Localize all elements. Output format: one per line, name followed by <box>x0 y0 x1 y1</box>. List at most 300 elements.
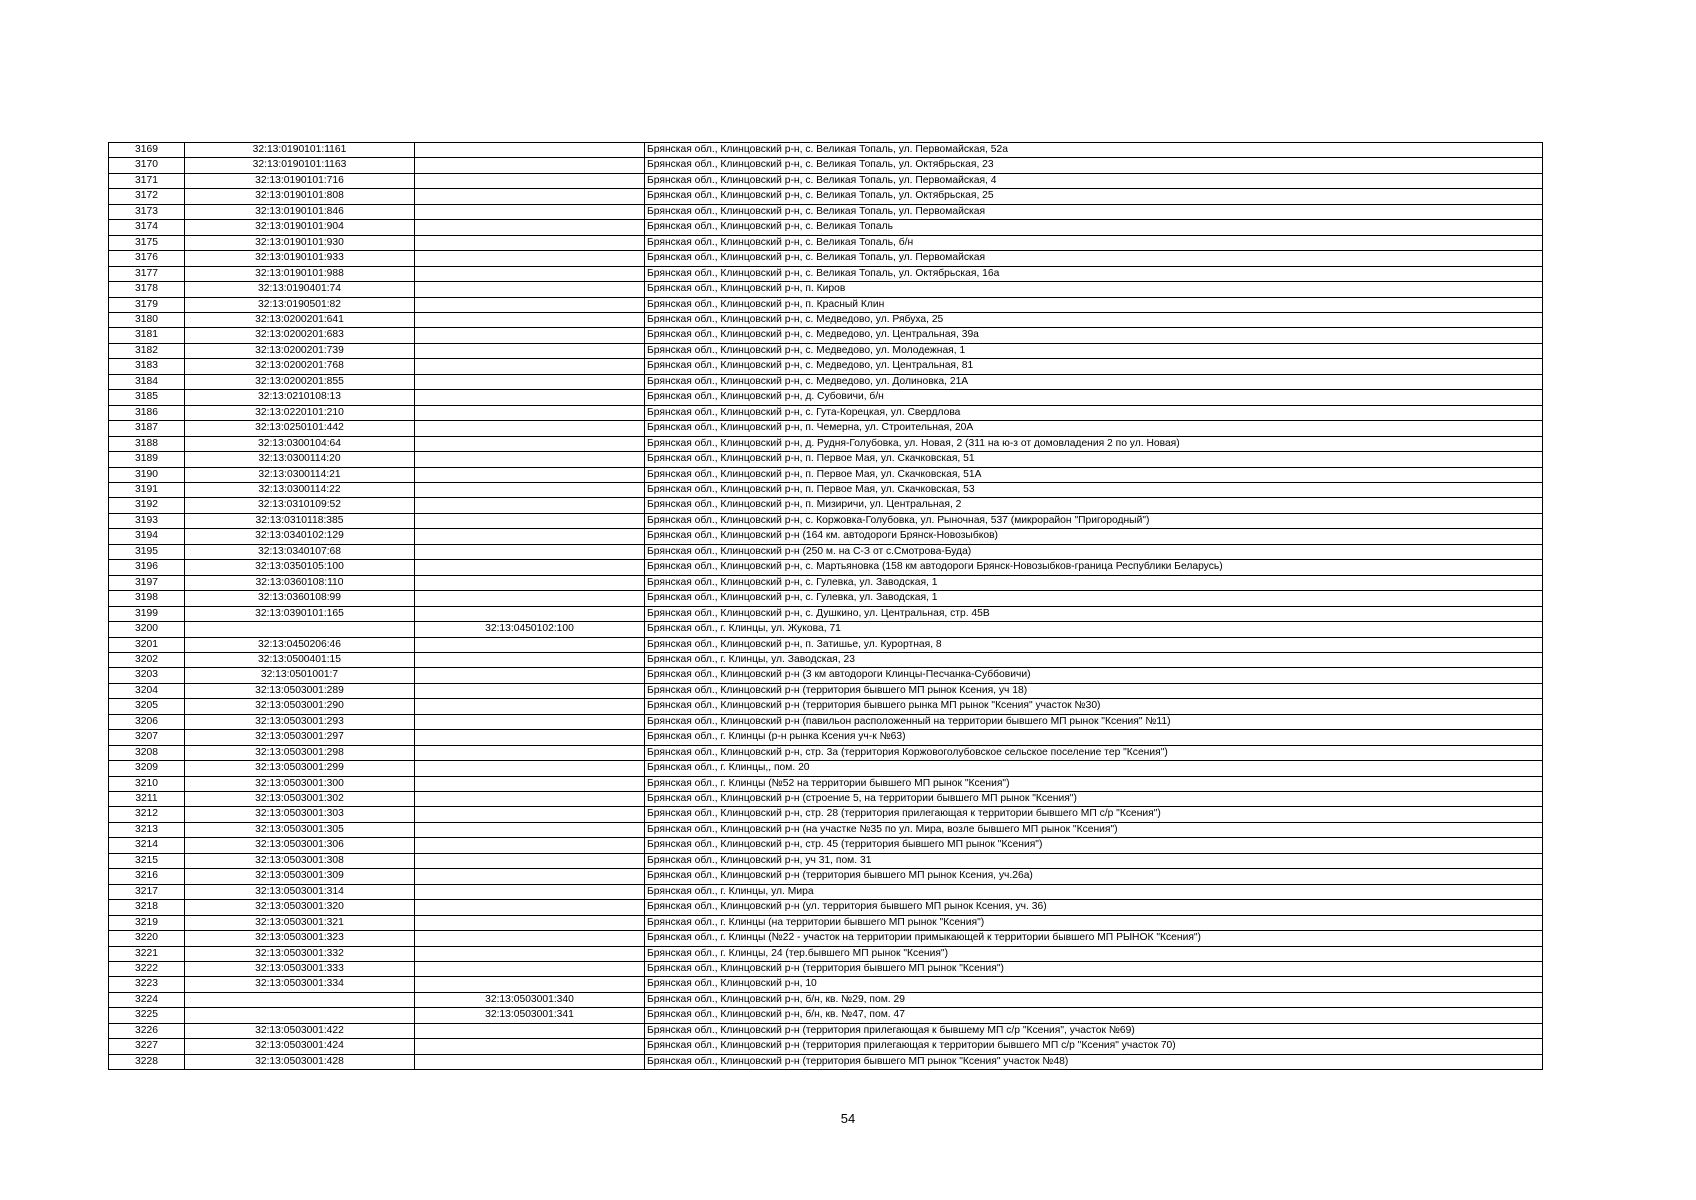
row-number-cell: 3205 <box>109 699 185 714</box>
address-cell: Брянская обл., г. Клинцы, ул. Жукова, 71 <box>645 622 1543 637</box>
cadastral-number-cell: 32:13:0360108:110 <box>185 575 415 590</box>
cadastral-number-cell: 32:13:0190101:904 <box>185 220 415 235</box>
cadastral-number-alt-cell <box>415 498 645 513</box>
table-row <box>109 374 1543 389</box>
table-row <box>109 1023 1543 1038</box>
table-row <box>109 962 1543 977</box>
address-cell: Брянская обл., г. Клинцы, ул. Заводская, 23 <box>645 652 1543 667</box>
cadastral-number-alt-cell <box>415 822 645 837</box>
table-row <box>109 575 1543 590</box>
cadastral-number-alt-cell <box>415 575 645 590</box>
cadastral-number-cell: 32:13:0340102:129 <box>185 529 415 544</box>
row-number-cell: 3178 <box>109 282 185 297</box>
address-cell: Брянская обл., Клинцовский р-н, п. Чемерна, ул. Строительная, 20А <box>645 421 1543 436</box>
row-number-cell: 3214 <box>109 838 185 853</box>
row-number-cell: 3179 <box>109 297 185 312</box>
row-number-cell: 3188 <box>109 436 185 451</box>
cadastral-number-cell: 32:13:0503001:293 <box>185 714 415 729</box>
row-number-cell: 3225 <box>109 1008 185 1023</box>
row-number-cell: 3173 <box>109 204 185 219</box>
cadastral-number-alt-cell <box>415 776 645 791</box>
cadastral-number-alt-cell <box>415 637 645 652</box>
cadastral-number-cell: 32:13:0300114:20 <box>185 452 415 467</box>
address-cell: Брянская обл., Клинцовский р-н, с. Великая Топаль, ул. Октябрьская, 16а <box>645 266 1543 281</box>
table-row <box>109 436 1543 451</box>
row-number-cell: 3207 <box>109 730 185 745</box>
cadastral-number-alt-cell <box>415 792 645 807</box>
table-row <box>109 328 1543 343</box>
address-cell: Брянская обл., Клинцовский р-н, п. Мизиричи, ул. Центральная, 2 <box>645 498 1543 513</box>
cadastral-number-alt-cell <box>415 683 645 698</box>
cadastral-number-cell: 32:13:0503001:297 <box>185 730 415 745</box>
cadastral-number-cell: 32:13:0190101:808 <box>185 189 415 204</box>
row-number-cell: 3202 <box>109 652 185 667</box>
cadastral-number-cell: 32:13:0503001:321 <box>185 915 415 930</box>
cadastral-number-cell: 32:13:0503001:333 <box>185 962 415 977</box>
address-cell: Брянская обл., Клинцовский р-н, п. Красный Клин <box>645 297 1543 312</box>
cadastral-number-cell: 32:13:0340107:68 <box>185 544 415 559</box>
row-number-cell: 3222 <box>109 962 185 977</box>
cadastral-number-alt-cell: 32:13:0503001:341 <box>415 1008 645 1023</box>
row-number-cell: 3191 <box>109 482 185 497</box>
cadastral-number-cell: 32:13:0503001:424 <box>185 1039 415 1054</box>
address-cell: Брянская обл., Клинцовский р-н (территория бывшего МП рынок "Ксения") <box>645 962 1543 977</box>
row-number-cell: 3203 <box>109 668 185 683</box>
cadastral-number-cell: 32:13:0503001:323 <box>185 931 415 946</box>
cadastral-number-cell: 32:13:0450206:46 <box>185 637 415 652</box>
table-row <box>109 900 1543 915</box>
address-cell: Брянская обл., Клинцовский р-н (территория бывшего МП рынок Ксения, уч.26а) <box>645 869 1543 884</box>
table-row <box>109 359 1543 374</box>
cadastral-number-cell: 32:13:0390101:165 <box>185 606 415 621</box>
row-number-cell: 3217 <box>109 884 185 899</box>
cadastral-number-alt-cell <box>415 730 645 745</box>
cadastral-number-alt-cell <box>415 853 645 868</box>
cadastral-number-alt-cell <box>415 158 645 173</box>
row-number-cell: 3216 <box>109 869 185 884</box>
cadastral-number-cell: 32:13:0503001:305 <box>185 822 415 837</box>
cadastral-number-cell: 32:13:0503001:306 <box>185 838 415 853</box>
address-cell: Брянская обл., Клинцовский р-н (территория прилегающая к территории бывшего МП с/р "Ксения" участок 70) <box>645 1039 1543 1054</box>
table-row <box>109 931 1543 946</box>
table-row <box>109 251 1543 266</box>
row-number-cell: 3223 <box>109 977 185 992</box>
address-cell: Брянская обл., г. Клинцы (на территории бывшего МП рынок "Ксения") <box>645 915 1543 930</box>
table-row <box>109 158 1543 173</box>
cadastral-number-alt-cell <box>415 436 645 451</box>
row-number-cell: 3181 <box>109 328 185 343</box>
row-number-cell: 3190 <box>109 467 185 482</box>
cadastral-number-cell: 32:13:0190101:716 <box>185 173 415 188</box>
address-cell: Брянская обл., Клинцовский р-н, с. Медведово, ул. Молодежная, 1 <box>645 343 1543 358</box>
address-cell: Брянская обл., Клинцовский р-н (250 м. на С-З от с.Смотрова-Буда) <box>645 544 1543 559</box>
address-cell: Брянская обл., Клинцовский р-н, п. Первое Мая, ул. Скачковская, 51А <box>645 467 1543 482</box>
cadastral-number-alt-cell <box>415 699 645 714</box>
row-number-cell: 3199 <box>109 606 185 621</box>
address-cell: Брянская обл., г. Клинцы (р-н рынка Ксения уч-к №63) <box>645 730 1543 745</box>
address-cell: Брянская обл., Клинцовский р-н, с. Медведово, ул. Рябуха, 25 <box>645 312 1543 327</box>
table-row <box>109 173 1543 188</box>
cadastral-number-alt-cell <box>415 513 645 528</box>
cadastral-number-cell: 32:13:0503001:314 <box>185 884 415 899</box>
cadastral-number-alt-cell <box>415 266 645 281</box>
cadastral-number-alt-cell <box>415 931 645 946</box>
address-cell: Брянская обл., Клинцовский р-н, с. Медведово, ул. Долиновка, 21А <box>645 374 1543 389</box>
cadastral-number-alt-cell <box>415 374 645 389</box>
row-number-cell: 3206 <box>109 714 185 729</box>
table-row <box>109 544 1543 559</box>
table-row <box>109 143 1543 158</box>
table-row <box>109 482 1543 497</box>
table-row <box>109 1054 1543 1069</box>
cadastral-number-cell: 32:13:0503001:302 <box>185 792 415 807</box>
table-row <box>109 591 1543 606</box>
row-number-cell: 3204 <box>109 683 185 698</box>
address-cell: Брянская обл., г. Клинцы (№22 - участок на территории примыкающей к территории бывшего МП РЫНОК "Ксения") <box>645 931 1543 946</box>
cadastral-number-cell: 32:13:0300114:22 <box>185 482 415 497</box>
row-number-cell: 3187 <box>109 421 185 436</box>
cadastral-number-cell: 32:13:0300114:21 <box>185 467 415 482</box>
cadastral-number-cell: 32:13:0200201:739 <box>185 343 415 358</box>
address-cell: Брянская обл., Клинцовский р-н (павильон расположенный на территории бывшего МП рынок "Ксения" №11) <box>645 714 1543 729</box>
address-cell: Брянская обл., Клинцовский р-н, д. Субовичи, б/н <box>645 390 1543 405</box>
address-cell: Брянская обл., Клинцовский р-н, с. Великая Топаль, ул. Первомайская, 4 <box>645 173 1543 188</box>
cadastral-number-alt-cell <box>415 591 645 606</box>
table-row <box>109 977 1543 992</box>
cadastral-number-cell: 32:13:0190101:1161 <box>185 143 415 158</box>
cadastral-number-alt-cell <box>415 390 645 405</box>
row-number-cell: 3170 <box>109 158 185 173</box>
table-row <box>109 869 1543 884</box>
cadastral-number-cell: 32:13:0503001:298 <box>185 745 415 760</box>
row-number-cell: 3200 <box>109 622 185 637</box>
cadastral-number-alt-cell <box>415 946 645 961</box>
table-row <box>109 730 1543 745</box>
address-cell: Брянская обл., Клинцовский р-н, п. Первое Мая, ул. Скачковская, 51 <box>645 452 1543 467</box>
table-row <box>109 1008 1543 1023</box>
cadastral-number-alt-cell <box>415 884 645 899</box>
address-cell: Брянская обл., Клинцовский р-н, с. Великая Топаль, ул. Первомайская <box>645 251 1543 266</box>
row-number-cell: 3210 <box>109 776 185 791</box>
cadastral-number-alt-cell <box>415 204 645 219</box>
row-number-cell: 3195 <box>109 544 185 559</box>
address-cell: Брянская обл., Клинцовский р-н (на участке №35 по ул. Мира, возле бывшего МП рынок "Ксения") <box>645 822 1543 837</box>
address-cell: Брянская обл., Клинцовский р-н, с. Великая Топаль, ул. Октябрьская, 23 <box>645 158 1543 173</box>
cadastral-number-alt-cell <box>415 297 645 312</box>
cadastral-number-cell <box>185 1008 415 1023</box>
address-cell: Брянская обл., Клинцовский р-н, уч 31, пом. 31 <box>645 853 1543 868</box>
row-number-cell: 3218 <box>109 900 185 915</box>
page-number: 54 <box>840 1111 856 1126</box>
row-number-cell: 3201 <box>109 637 185 652</box>
address-cell: Брянская обл., Клинцовский р-н, с. Гута-Корецкая, ул. Свердлова <box>645 405 1543 420</box>
address-cell: Брянская обл., Клинцовский р-н, с. Гулевка, ул. Заводская, 1 <box>645 591 1543 606</box>
row-number-cell: 3184 <box>109 374 185 389</box>
cadastral-number-cell: 32:13:0500401:15 <box>185 652 415 667</box>
cadastral-number-alt-cell <box>415 838 645 853</box>
row-number-cell: 3211 <box>109 792 185 807</box>
table-row <box>109 668 1543 683</box>
row-number-cell: 3226 <box>109 1023 185 1038</box>
cadastral-number-alt-cell <box>415 900 645 915</box>
cadastral-number-alt-cell <box>415 220 645 235</box>
cadastral-number-cell: 32:13:0503001:300 <box>185 776 415 791</box>
row-number-cell: 3221 <box>109 946 185 961</box>
row-number-cell: 3220 <box>109 931 185 946</box>
cadastral-number-cell: 32:13:0190401:74 <box>185 282 415 297</box>
cadastral-number-cell: 32:13:0503001:334 <box>185 977 415 992</box>
row-number-cell: 3182 <box>109 343 185 358</box>
table-row <box>109 714 1543 729</box>
cadastral-number-cell: 32:13:0503001:332 <box>185 946 415 961</box>
cadastral-number-cell: 32:13:0310118:385 <box>185 513 415 528</box>
cadastral-number-cell: 32:13:0190101:846 <box>185 204 415 219</box>
row-number-cell: 3185 <box>109 390 185 405</box>
address-cell: Брянская обл., Клинцовский р-н, п. Затишье, ул. Курортная, 8 <box>645 637 1543 652</box>
row-number-cell: 3193 <box>109 513 185 528</box>
cadastral-number-cell: 32:13:0503001:309 <box>185 869 415 884</box>
cadastral-number-cell: 32:13:0190101:1163 <box>185 158 415 173</box>
address-cell: Брянская обл., Клинцовский р-н, с. Великая Топаль <box>645 220 1543 235</box>
cadastral-number-cell: 32:13:0501001:7 <box>185 668 415 683</box>
cadastral-number-cell: 32:13:0250101:442 <box>185 421 415 436</box>
cadastral-number-cell: 32:13:0503001:320 <box>185 900 415 915</box>
address-cell: Брянская обл., Клинцовский р-н, б/н, кв. №47, пом. 47 <box>645 1008 1543 1023</box>
row-number-cell: 3219 <box>109 915 185 930</box>
cadastral-number-cell: 32:13:0200201:683 <box>185 328 415 343</box>
row-number-cell: 3172 <box>109 189 185 204</box>
address-cell: Брянская обл., Клинцовский р-н (строение 5, на территории бывшего МП рынок "Ксения") <box>645 792 1543 807</box>
address-cell: Брянская обл., Клинцовский р-н (территория бывшего МП рынок Ксения, уч 18) <box>645 683 1543 698</box>
cadastral-number-alt-cell <box>415 714 645 729</box>
table-row <box>109 1039 1543 1054</box>
table-row <box>109 452 1543 467</box>
table-row <box>109 884 1543 899</box>
address-cell: Брянская обл., Клинцовский р-н, с. Великая Топаль, ул. Октябрьская, 25 <box>645 189 1543 204</box>
cadastral-number-alt-cell <box>415 606 645 621</box>
table-row <box>109 792 1543 807</box>
row-number-cell: 3180 <box>109 312 185 327</box>
cadastral-number-cell: 32:13:0190501:82 <box>185 297 415 312</box>
table-row <box>109 915 1543 930</box>
address-cell: Брянская обл., г. Клинцы (№52 на территории бывшего МП рынок "Ксения") <box>645 776 1543 791</box>
address-cell: Брянская обл., Клинцовский р-н, с. Медведово, ул. Центральная, 81 <box>645 359 1543 374</box>
row-number-cell: 3198 <box>109 591 185 606</box>
registry-table-body <box>109 143 1543 1070</box>
address-cell: Брянская обл., Клинцовский р-н, п. Киров <box>645 282 1543 297</box>
row-number-cell: 3196 <box>109 560 185 575</box>
table-row <box>109 498 1543 513</box>
cadastral-number-cell: 32:13:0503001:299 <box>185 761 415 776</box>
cadastral-number-cell: 32:13:0503001:289 <box>185 683 415 698</box>
table-row <box>109 822 1543 837</box>
table-row <box>109 282 1543 297</box>
cadastral-number-alt-cell <box>415 405 645 420</box>
row-number-cell: 3228 <box>109 1054 185 1069</box>
row-number-cell: 3174 <box>109 220 185 235</box>
cadastral-number-cell: 32:13:0503001:303 <box>185 807 415 822</box>
table-row <box>109 297 1543 312</box>
address-cell: Брянская обл., Клинцовский р-н, с. Коржовка-Голубовка, ул. Рыночная, 537 (микрорайон "Пригородный") <box>645 513 1543 528</box>
cadastral-number-alt-cell <box>415 652 645 667</box>
cadastral-number-alt-cell <box>415 452 645 467</box>
cadastral-number-alt-cell <box>415 1039 645 1054</box>
cadastral-number-alt-cell <box>415 915 645 930</box>
cadastral-number-cell <box>185 622 415 637</box>
row-number-cell: 3186 <box>109 405 185 420</box>
address-cell: Брянская обл., Клинцовский р-н, с. Медведово, ул. Центральная, 39а <box>645 328 1543 343</box>
cadastral-number-cell: 32:13:0210108:13 <box>185 390 415 405</box>
row-number-cell: 3169 <box>109 143 185 158</box>
cadastral-number-alt-cell <box>415 807 645 822</box>
cadastral-number-alt-cell <box>415 251 645 266</box>
address-cell: Брянская обл., Клинцовский р-н, с. Мартьяновка (158 км автодороги Брянск-Новозыбков-граница Республики Беларусь) <box>645 560 1543 575</box>
address-cell: Брянская обл., Клинцовский р-н, стр. 45 (территория бывшего МП рынок "Ксения") <box>645 838 1543 853</box>
table-row <box>109 189 1543 204</box>
cadastral-number-alt-cell <box>415 312 645 327</box>
cadastral-number-alt-cell: 32:13:0450102:100 <box>415 622 645 637</box>
cadastral-number-cell: 32:13:0360108:99 <box>185 591 415 606</box>
table-row <box>109 761 1543 776</box>
cadastral-number-cell: 32:13:0190101:930 <box>185 235 415 250</box>
property-registry-table <box>108 142 1543 1070</box>
address-cell: Брянская обл., г. Клинцы, ул. Мира <box>645 884 1543 899</box>
table-row <box>109 204 1543 219</box>
table-row <box>109 467 1543 482</box>
cadastral-number-alt-cell <box>415 143 645 158</box>
table-row <box>109 946 1543 961</box>
row-number-cell: 3209 <box>109 761 185 776</box>
address-cell: Брянская обл., Клинцовский р-н (3 км автодороги Клинцы-Песчанка-Суббовичи) <box>645 668 1543 683</box>
cadastral-number-cell: 32:13:0190101:988 <box>185 266 415 281</box>
cadastral-number-cell: 32:13:0350105:100 <box>185 560 415 575</box>
table-row <box>109 513 1543 528</box>
address-cell: Брянская обл., Клинцовский р-н, с. Великая Топаль, ул. Первомайская <box>645 204 1543 219</box>
address-cell: Брянская обл., Клинцовский р-н, стр. 3а (территория Коржовоголубовское сельское поселение тер "Ксения") <box>645 745 1543 760</box>
cadastral-number-alt-cell <box>415 189 645 204</box>
address-cell: Брянская обл., Клинцовский р-н, стр. 28 (территория прилегающая к территории бывшего МП с/р "Ксения") <box>645 807 1543 822</box>
cadastral-number-alt-cell <box>415 544 645 559</box>
cadastral-number-alt-cell <box>415 328 645 343</box>
address-cell: Брянская обл., Клинцовский р-н (территория бывшего МП рынок "Ксения" участок №48) <box>645 1054 1543 1069</box>
address-cell: Брянская обл., г. Клинцы,, пом. 20 <box>645 761 1543 776</box>
row-number-cell: 3215 <box>109 853 185 868</box>
row-number-cell: 3189 <box>109 452 185 467</box>
cadastral-number-cell <box>185 992 415 1007</box>
address-cell: Брянская обл., Клинцовский р-н, с. Великая Топаль, б/н <box>645 235 1543 250</box>
table-row <box>109 421 1543 436</box>
address-cell: Брянская обл., Клинцовский р-н, с. Душкино, ул. Центральная, стр. 45В <box>645 606 1543 621</box>
table-row <box>109 745 1543 760</box>
cadastral-number-alt-cell <box>415 761 645 776</box>
table-row <box>109 853 1543 868</box>
row-number-cell: 3177 <box>109 266 185 281</box>
cadastral-number-cell: 32:13:0503001:428 <box>185 1054 415 1069</box>
address-cell: Брянская обл., Клинцовский р-н, п. Первое Мая, ул. Скачковская, 53 <box>645 482 1543 497</box>
cadastral-number-alt-cell <box>415 529 645 544</box>
address-cell: Брянская обл., г. Клинцы, 24 (тер.бывшего МП рынок "Ксения") <box>645 946 1543 961</box>
table-row <box>109 390 1543 405</box>
table-row <box>109 699 1543 714</box>
cadastral-number-alt-cell <box>415 235 645 250</box>
cadastral-number-cell: 32:13:0200201:641 <box>185 312 415 327</box>
address-cell: Брянская обл., Клинцовский р-н, с. Гулевка, ул. Заводская, 1 <box>645 575 1543 590</box>
cadastral-number-alt-cell <box>415 745 645 760</box>
cadastral-number-alt-cell <box>415 869 645 884</box>
row-number-cell: 3175 <box>109 235 185 250</box>
row-number-cell: 3176 <box>109 251 185 266</box>
row-number-cell: 3224 <box>109 992 185 1007</box>
cadastral-number-alt-cell <box>415 560 645 575</box>
cadastral-number-cell: 32:13:0220101:210 <box>185 405 415 420</box>
address-cell: Брянская обл., Клинцовский р-н, 10 <box>645 977 1543 992</box>
cadastral-number-cell: 32:13:0310109:52 <box>185 498 415 513</box>
cadastral-number-alt-cell <box>415 1054 645 1069</box>
table-row <box>109 776 1543 791</box>
table-row <box>109 266 1543 281</box>
table-row <box>109 606 1543 621</box>
row-number-cell: 3227 <box>109 1039 185 1054</box>
cadastral-number-alt-cell <box>415 359 645 374</box>
row-number-cell: 3194 <box>109 529 185 544</box>
cadastral-number-alt-cell <box>415 173 645 188</box>
cadastral-number-alt-cell <box>415 482 645 497</box>
cadastral-number-cell: 32:13:0200201:855 <box>185 374 415 389</box>
table-row <box>109 637 1543 652</box>
table-row <box>109 622 1543 637</box>
address-cell: Брянская обл., Клинцовский р-н (164 км. автодороги Брянск-Новозыбков) <box>645 529 1543 544</box>
table-row <box>109 838 1543 853</box>
cadastral-number-cell: 32:13:0200201:768 <box>185 359 415 374</box>
cadastral-number-alt-cell <box>415 668 645 683</box>
address-cell: Брянская обл., Клинцовский р-н (ул. территория бывшего МП рынок Ксения, уч. 36) <box>645 900 1543 915</box>
cadastral-number-alt-cell <box>415 421 645 436</box>
row-number-cell: 3192 <box>109 498 185 513</box>
table-row <box>109 529 1543 544</box>
table-row <box>109 220 1543 235</box>
table-row <box>109 235 1543 250</box>
address-cell: Брянская обл., Клинцовский р-н, б/н, кв. №29, пом. 29 <box>645 992 1543 1007</box>
address-cell: Брянская обл., Клинцовский р-н, с. Великая Топаль, ул. Первомайская, 52а <box>645 143 1543 158</box>
cadastral-number-cell: 32:13:0503001:290 <box>185 699 415 714</box>
row-number-cell: 3171 <box>109 173 185 188</box>
row-number-cell: 3208 <box>109 745 185 760</box>
cadastral-number-alt-cell <box>415 977 645 992</box>
row-number-cell: 3212 <box>109 807 185 822</box>
table-row <box>109 405 1543 420</box>
cadastral-number-alt-cell: 32:13:0503001:340 <box>415 992 645 1007</box>
table-row <box>109 560 1543 575</box>
row-number-cell: 3213 <box>109 822 185 837</box>
cadastral-number-alt-cell <box>415 1023 645 1038</box>
table-row <box>109 683 1543 698</box>
address-cell: Брянская обл., Клинцовский р-н, д. Рудня-Голубовка, ул. Новая, 2 (311 на ю-з от домовладения 2 по ул. Новая) <box>645 436 1543 451</box>
table-row <box>109 807 1543 822</box>
table-row <box>109 652 1543 667</box>
address-cell: Брянская обл., Клинцовский р-н (территория бывшего рынка МП рынок "Ксения" участок №30) <box>645 699 1543 714</box>
row-number-cell: 3183 <box>109 359 185 374</box>
cadastral-number-alt-cell <box>415 962 645 977</box>
row-number-cell: 3197 <box>109 575 185 590</box>
address-cell: Брянская обл., Клинцовский р-н (территория прилегающая к бывшему МП с/р "Ксения", участок №69) <box>645 1023 1543 1038</box>
table-row <box>109 312 1543 327</box>
cadastral-number-cell: 32:13:0190101:933 <box>185 251 415 266</box>
cadastral-number-alt-cell <box>415 467 645 482</box>
cadastral-number-cell: 32:13:0503001:422 <box>185 1023 415 1038</box>
cadastral-number-cell: 32:13:0300104:64 <box>185 436 415 451</box>
cadastral-number-cell: 32:13:0503001:308 <box>185 853 415 868</box>
cadastral-number-alt-cell <box>415 282 645 297</box>
